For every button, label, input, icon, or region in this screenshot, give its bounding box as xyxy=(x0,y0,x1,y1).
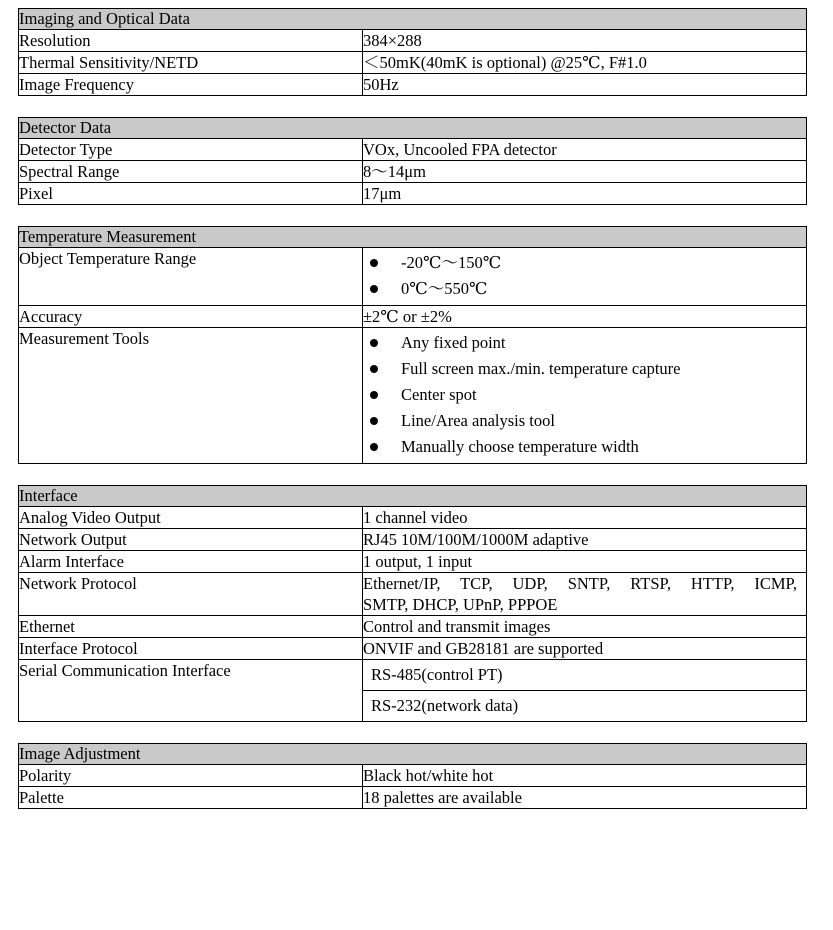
spec-value xyxy=(363,248,807,306)
bullet-dot-icon xyxy=(370,259,378,267)
section-table-image-adjustment xyxy=(18,743,807,809)
bullet-dot-icon xyxy=(370,391,378,399)
bullet-dot-icon xyxy=(370,285,378,293)
section-header-row xyxy=(19,9,807,30)
list-item xyxy=(363,382,798,408)
spec-value: ONVIF and GB28181 are supported xyxy=(363,638,807,660)
list-item xyxy=(363,356,798,382)
table-row xyxy=(19,638,807,660)
spec-label: Spectral Range xyxy=(19,161,363,183)
section-title: Interface xyxy=(19,486,807,507)
table-row xyxy=(19,573,807,616)
bullet-list xyxy=(363,330,798,460)
table-row xyxy=(19,507,807,529)
table-row xyxy=(19,551,807,573)
table-row xyxy=(19,183,807,205)
list-item-label: 0℃〜550℃ xyxy=(401,279,488,298)
table-row xyxy=(19,529,807,551)
section-table-temperature-measurement xyxy=(18,226,807,464)
spec-label: Image Frequency xyxy=(19,74,363,96)
section-title: Temperature Measurement xyxy=(19,227,807,248)
spec-value xyxy=(363,573,807,616)
table-row xyxy=(19,139,807,161)
bullet-dot-icon xyxy=(370,365,378,373)
spec-label: Measurement Tools xyxy=(19,328,363,464)
spec-value: 17μm xyxy=(363,183,807,205)
spec-label: Accuracy xyxy=(19,306,363,328)
spec-label: Network Output xyxy=(19,529,363,551)
table-row xyxy=(19,765,807,787)
bullet-dot-icon xyxy=(370,443,378,451)
list-item xyxy=(363,250,798,276)
bullet-dot-icon xyxy=(370,339,378,347)
table-row xyxy=(19,660,807,722)
spec-label: Palette xyxy=(19,787,363,809)
spec-label: Ethernet xyxy=(19,616,363,638)
table-row xyxy=(19,787,807,809)
table-row xyxy=(19,74,807,96)
spec-label: Object Temperature Range xyxy=(19,248,363,306)
table-row xyxy=(19,248,807,306)
spec-value: VOx, Uncooled FPA detector xyxy=(363,139,807,161)
spec-label: Resolution xyxy=(19,30,363,52)
table-row xyxy=(19,616,807,638)
section-title: Imaging and Optical Data xyxy=(19,9,807,30)
section-header-row xyxy=(19,486,807,507)
spec-label: Pixel xyxy=(19,183,363,205)
spec-value: 384×288 xyxy=(363,30,807,52)
spec-label: Network Protocol xyxy=(19,573,363,616)
list-item xyxy=(363,434,798,460)
spec-value xyxy=(363,328,807,464)
protocol-line-2: SMTP, DHCP, UPnP, PPPOE xyxy=(363,595,558,614)
spec-label: Alarm Interface xyxy=(19,551,363,573)
spec-value: 18 palettes are available xyxy=(363,787,807,809)
list-item-label: -20℃〜150℃ xyxy=(401,253,502,272)
spec-value: Black hot/white hot xyxy=(363,765,807,787)
table-row xyxy=(19,306,807,328)
section-header-row xyxy=(19,118,807,139)
spec-label: Thermal Sensitivity/NETD xyxy=(19,52,363,74)
list-item-label: Manually choose temperature width xyxy=(401,437,639,456)
section-title: Image Adjustment xyxy=(19,744,807,765)
section-header-row xyxy=(19,744,807,765)
spec-label: Detector Type xyxy=(19,139,363,161)
table-row xyxy=(19,328,807,464)
spec-value: 1 output, 1 input xyxy=(363,551,807,573)
spec-value: ＜50mK(40mK is optional) @25℃, F#1.0 xyxy=(363,52,807,74)
spec-label: Analog Video Output xyxy=(19,507,363,529)
protocol-line-1: Ethernet/IP, TCP, UDP, SNTP, RTSP, HTTP, ICMP, xyxy=(363,574,797,593)
spec-value-line: RS-485(control PT) xyxy=(371,665,503,684)
spec-value: Control and transmit images xyxy=(363,616,807,638)
spec-label: Interface Protocol xyxy=(19,638,363,660)
spec-value: 8〜14μm xyxy=(363,161,807,183)
list-item-label: Full screen max./min. temperature capture xyxy=(401,359,681,378)
section-header-row xyxy=(19,227,807,248)
section-table-detector-data xyxy=(18,117,807,205)
spec-value: 1 channel video xyxy=(363,507,807,529)
table-row xyxy=(19,30,807,52)
table-row xyxy=(19,52,807,74)
bullet-list xyxy=(363,250,798,302)
list-item xyxy=(363,330,798,356)
section-title: Detector Data xyxy=(19,118,807,139)
spec-label: Polarity xyxy=(19,765,363,787)
list-item-label: Any fixed point xyxy=(401,333,506,352)
spec-value: ±2℃ or ±2% xyxy=(363,306,807,328)
list-item-label: Center spot xyxy=(401,385,477,404)
spec-value-line: RS-232(network data) xyxy=(363,690,806,721)
spec-value: 50Hz xyxy=(363,74,807,96)
list-item xyxy=(363,408,798,434)
table-row xyxy=(19,161,807,183)
spec-value: RJ45 10M/100M/1000M adaptive xyxy=(363,529,807,551)
section-table-interface xyxy=(18,485,807,722)
spec-label: Serial Communication Interface xyxy=(19,660,363,722)
section-table-imaging-and-optical-data xyxy=(18,8,807,96)
list-item-label: Line/Area analysis tool xyxy=(401,411,555,430)
list-item xyxy=(363,276,798,302)
spec-value xyxy=(363,660,807,722)
bullet-dot-icon xyxy=(370,417,378,425)
